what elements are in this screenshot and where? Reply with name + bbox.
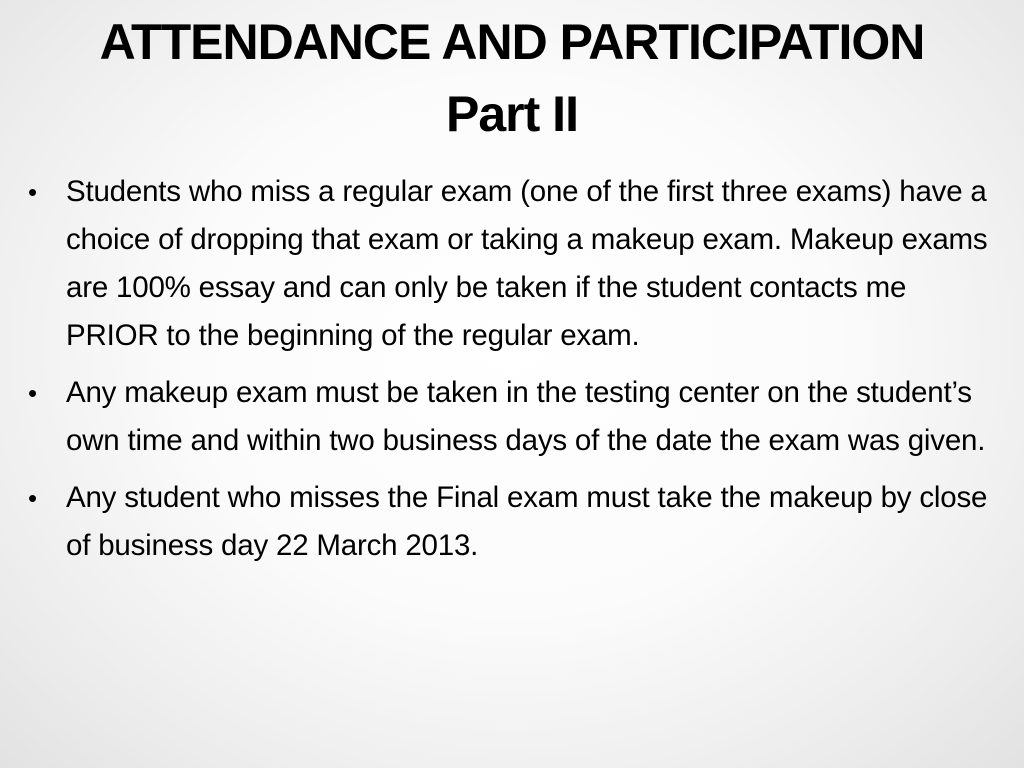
bullet-dot-icon: • [28, 177, 37, 207]
bullet-item-1 [28, 168, 1000, 360]
bullet-text: Students who miss a regular exam (one of the first three exams) have a choice of dropping that exam or taking a makeup exam. Makeup exams are 100% essay and can only be taken if the student contacts me PRIOR to the beginning of the regular exam. [66, 175, 988, 352]
bullet-text: Any student who misses the Final exam must take the makeup by close of business day 22 March 2013. [66, 481, 988, 562]
bullet-dot-icon: • [28, 378, 37, 408]
slide-title-line-1: ATTENDANCE AND PARTICIPATION [99, 14, 925, 70]
slide-title [40, 6, 984, 150]
bullet-list [28, 168, 1000, 579]
slide-title-line-2: Part II [446, 86, 578, 142]
bullet-item-3 [28, 474, 1000, 570]
bullet-text: Any makeup exam must be taken in the testing center on the student’s own time and within two business days of the date the exam was given. [66, 376, 986, 457]
bullet-item-2 [28, 369, 1000, 465]
bullet-dot-icon: • [28, 483, 37, 513]
